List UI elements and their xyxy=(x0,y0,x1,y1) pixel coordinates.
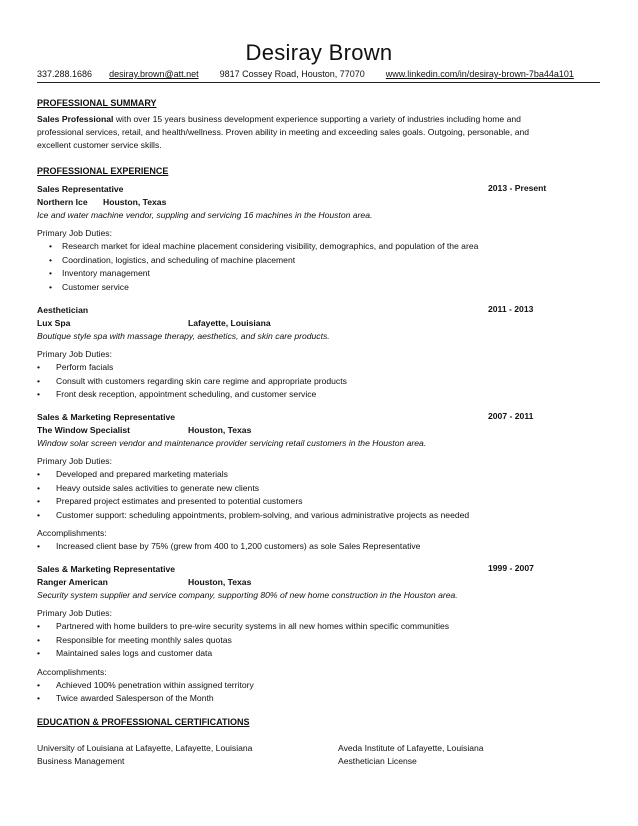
list-item: • Maintained sales logs and customer data xyxy=(37,647,458,661)
list-item: • Customer service xyxy=(37,281,478,295)
list-item: • Prepared project estimates and presented to potential customers xyxy=(37,495,469,509)
job-company: The Window Specialist xyxy=(37,425,131,435)
list-item: • Increased client base by 75% (grew from 400 to 1,200 customers) as sole Sales Representative xyxy=(37,540,469,554)
duties-list xyxy=(37,620,458,661)
education-entry xyxy=(37,742,252,768)
list-item: • Heavy outside sales activities to generate new clients xyxy=(37,482,469,496)
job-title: Aesthetician xyxy=(37,305,89,315)
job-entry xyxy=(37,304,347,402)
duties-label: Primary Job Duties: xyxy=(37,456,112,466)
job-location: Houston, Texas xyxy=(103,197,167,207)
job-title: Sales & Marketing Representative xyxy=(37,564,176,574)
summary-line-3: excellent customer service skills. xyxy=(37,140,162,150)
section-heading-experience: PROFESSIONAL EXPERIENCE xyxy=(37,166,169,176)
summary-text xyxy=(37,113,529,152)
list-item: • Front desk reception, appointment scheduling, and customer service xyxy=(37,388,347,402)
list-item: • Inventory management xyxy=(37,267,478,281)
education-program: Business Management xyxy=(37,756,125,766)
linkedin-link[interactable]: www.linkedin.com/in/desiray-brown-7ba44a101 xyxy=(385,69,574,79)
job-description: Window solar screen vendor and maintenance provider servicing retail customers in the Houston area. xyxy=(37,438,427,448)
job-title: Sales & Marketing Representative xyxy=(37,412,176,422)
job-entry xyxy=(37,183,478,294)
list-item: • Coordination, logistics, and scheduling of machine placement xyxy=(37,254,478,268)
email-link[interactable]: desiray.brown@att.net xyxy=(109,69,199,79)
job-description: Boutique style spa with massage therapy, aesthetics, and skin care products. xyxy=(37,331,330,341)
job-description: Security system supplier and service company, supporting 80% of new home construction in the Houston area. xyxy=(37,590,458,600)
education-school: Aveda Institute of Lafayette, Louisiana xyxy=(338,743,484,753)
list-item: • Customer support: scheduling appointments, problem-solving, and various administrative projects as needed xyxy=(37,509,469,523)
job-location: Lafayette, Louisiana xyxy=(188,318,271,328)
accomplishments-label: Accomplishments: xyxy=(37,666,107,677)
education-entry xyxy=(338,742,484,768)
job-dates: 2011 - 2013 xyxy=(488,304,534,314)
phone-number: 337.288.1686 xyxy=(37,69,93,79)
section-heading-education: EDUCATION & PROFESSIONAL CERTIFICATIONS xyxy=(37,717,250,727)
job-entry xyxy=(37,411,469,554)
job-entry xyxy=(37,563,458,706)
job-company: Ranger American xyxy=(37,577,108,587)
duties-list xyxy=(37,468,469,522)
accomplishments-label: Accomplishments: xyxy=(37,528,107,539)
list-item: • Developed and prepared marketing materials xyxy=(37,468,469,482)
summary-line-2: professional services, retail, and health/wellness. Proven ability in meeting and exceeding sales goals. Outgoing, personable, and xyxy=(37,127,530,137)
list-item: • Twice awarded Salesperson of the Month xyxy=(37,692,458,706)
list-item: • Responsible for meeting monthly sales quotas xyxy=(37,634,458,648)
job-company: Lux Spa xyxy=(37,318,71,328)
duties-label: Primary Job Duties: xyxy=(37,349,112,359)
list-item: • Perform facials xyxy=(37,361,347,375)
duties-label: Primary Job Duties: xyxy=(37,608,112,618)
job-dates: 1999 - 2007 xyxy=(488,563,534,573)
accomplishments-list xyxy=(37,540,469,554)
address: 9817 Cossey Road, Houston, 77070 xyxy=(219,69,365,79)
summary-lead: Sales Professional xyxy=(37,114,114,124)
duties-label: Primary Job Duties: xyxy=(37,228,112,238)
list-item: • Research market for ideal machine placement considering visibility, demographics, and population of the area xyxy=(37,240,478,254)
duties-list xyxy=(37,361,347,402)
job-location: Houston, Texas xyxy=(188,425,252,435)
accomplishments-list xyxy=(37,679,458,706)
education-school: University of Louisiana at Lafayette, Lafayette, Louisiana xyxy=(37,743,253,753)
job-dates: 2013 - Present xyxy=(488,183,547,193)
list-item: • Achieved 100% penetration within assigned territory xyxy=(37,679,458,693)
job-description: Ice and water machine vendor, suppling and servicing 16 machines in the Houston area. xyxy=(37,210,373,220)
job-location: Houston, Texas xyxy=(188,577,252,587)
job-title: Sales Representative xyxy=(37,184,124,194)
candidate-name: Desiray Brown xyxy=(245,40,393,65)
job-company: Northern Ice xyxy=(37,197,88,207)
section-heading-summary: PROFESSIONAL SUMMARY xyxy=(37,98,157,108)
job-dates: 2007 - 2011 xyxy=(488,411,534,421)
list-item: • Consult with customers regarding skin care regime and appropriate products xyxy=(37,375,347,389)
list-item: • Partnered with home builders to pre-wire security systems in all new homes within specific communities xyxy=(37,620,458,634)
education-program: Aesthetician License xyxy=(338,756,417,766)
summary-line-1: with over 15 years business development experience supporting a variety of industries including home and xyxy=(113,114,521,124)
duties-list xyxy=(37,240,478,294)
contact-line xyxy=(37,69,600,83)
